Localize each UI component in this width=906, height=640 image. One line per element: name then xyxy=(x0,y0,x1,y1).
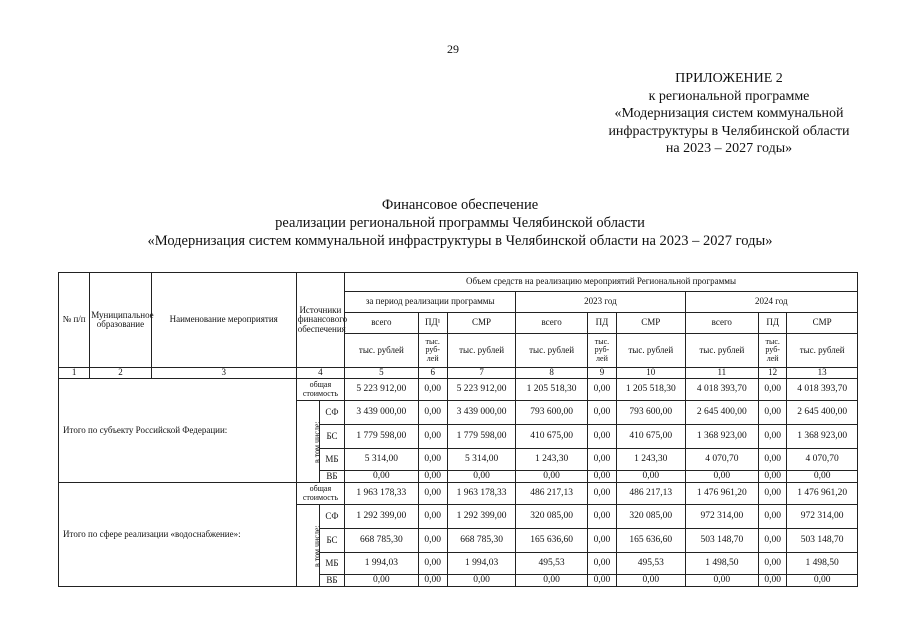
header-year-2024: 2024 год xyxy=(685,292,857,313)
header-period-total: за период реализации программы xyxy=(345,292,516,313)
value-cell: 668 785,30 xyxy=(345,529,419,553)
column-number: 4 xyxy=(296,368,344,379)
value-cell: 0,00 xyxy=(759,505,787,529)
value-cell: 1 243,30 xyxy=(617,449,686,471)
header-measure: Наименование мероприятия xyxy=(151,273,296,368)
value-cell: 0,00 xyxy=(447,471,516,483)
value-cell: 0,00 xyxy=(418,483,447,505)
header-municipality: Муниципальное образование xyxy=(90,273,151,368)
header-smr: СМР xyxy=(447,313,516,334)
column-number: 11 xyxy=(685,368,759,379)
header-volume: Объем средств на реализацию мероприятий Региональной программы xyxy=(345,273,858,292)
header-all: всего xyxy=(516,313,588,334)
header-year-2023: 2023 год xyxy=(516,292,685,313)
header-pd: ПД¹ xyxy=(418,313,447,334)
value-cell: 2 645 400,00 xyxy=(685,401,759,425)
in-that-number-label: в том числе: xyxy=(296,505,319,587)
value-cell: 320 085,00 xyxy=(516,505,588,529)
header-unit: тыс. рублей xyxy=(685,334,759,368)
value-cell: 1 963 178,33 xyxy=(345,483,419,505)
value-cell: 0,00 xyxy=(345,575,419,587)
value-cell: 1 963 178,33 xyxy=(447,483,516,505)
value-cell: 793 600,00 xyxy=(617,401,686,425)
value-cell: 1 292 399,00 xyxy=(447,505,516,529)
source-code: СФ xyxy=(319,505,344,529)
value-cell: 0,00 xyxy=(587,553,616,575)
appendix-line: ПРИЛОЖЕНИЕ 2 xyxy=(675,71,783,86)
header-pd: ПД xyxy=(587,313,616,334)
header-pd: ПД xyxy=(759,313,787,334)
value-cell: 0,00 xyxy=(759,575,787,587)
value-cell: 0,00 xyxy=(759,529,787,553)
header-unit: тыс. рублей xyxy=(345,334,419,368)
value-cell: 165 636,60 xyxy=(516,529,588,553)
column-number: 2 xyxy=(90,368,151,379)
value-cell: 165 636,60 xyxy=(617,529,686,553)
value-cell: 4 018 393,70 xyxy=(787,379,858,401)
value-cell: 0,00 xyxy=(516,575,588,587)
value-cell: 0,00 xyxy=(418,553,447,575)
value-cell: 4 018 393,70 xyxy=(685,379,759,401)
value-cell: 0,00 xyxy=(787,471,858,483)
appendix-line: «Модернизация систем коммунальной xyxy=(614,106,844,121)
value-cell: 2 645 400,00 xyxy=(787,401,858,425)
value-cell: 1 498,50 xyxy=(685,553,759,575)
header-unit: тыс. рублей xyxy=(516,334,588,368)
value-cell: 0,00 xyxy=(759,483,787,505)
value-cell: 4 070,70 xyxy=(685,449,759,471)
source-code: СФ xyxy=(319,401,344,425)
value-cell: 5 314,00 xyxy=(345,449,419,471)
column-number: 8 xyxy=(516,368,588,379)
value-cell: 0,00 xyxy=(759,553,787,575)
value-cell: 0,00 xyxy=(587,471,616,483)
value-cell: 5 314,00 xyxy=(447,449,516,471)
value-cell: 503 148,70 xyxy=(787,529,858,553)
value-cell: 3 439 000,00 xyxy=(345,401,419,425)
value-cell: 0,00 xyxy=(587,483,616,505)
heading-line: реализации региональной программы Челябинской области xyxy=(275,215,645,231)
value-cell: 410 675,00 xyxy=(516,425,588,449)
value-cell: 972 314,00 xyxy=(787,505,858,529)
header-source: Источники финансового обеспечения xyxy=(296,273,344,368)
value-cell: 1 243,30 xyxy=(516,449,588,471)
value-cell: 410 675,00 xyxy=(617,425,686,449)
header-unit-short: тыс. руб-лей xyxy=(759,334,787,368)
value-cell: 0,00 xyxy=(759,379,787,401)
group-title: Итого по субъекту Российской Федерации: xyxy=(59,379,297,483)
value-cell: 1 476 961,20 xyxy=(685,483,759,505)
source-code: БС xyxy=(319,425,344,449)
total-cost-label: общая стоимость xyxy=(296,483,344,505)
value-cell: 0,00 xyxy=(617,575,686,587)
value-cell: 0,00 xyxy=(587,425,616,449)
source-code: ВБ xyxy=(319,471,344,483)
value-cell: 0,00 xyxy=(587,505,616,529)
value-cell: 0,00 xyxy=(759,471,787,483)
appendix-line: к региональной программе xyxy=(648,88,810,104)
value-cell: 0,00 xyxy=(587,401,616,425)
value-cell: 1 779 598,00 xyxy=(345,425,419,449)
header-unit: тыс. рублей xyxy=(447,334,516,368)
column-number: 6 xyxy=(418,368,447,379)
value-cell: 972 314,00 xyxy=(685,505,759,529)
header-unit-short: тыс. руб-лей xyxy=(587,334,616,368)
value-cell: 0,00 xyxy=(345,471,419,483)
document-heading xyxy=(60,196,860,250)
value-cell: 0,00 xyxy=(418,401,447,425)
value-cell: 668 785,30 xyxy=(447,529,516,553)
header-unit-short: тыс. руб-лей xyxy=(418,334,447,368)
value-cell: 1 498,50 xyxy=(787,553,858,575)
appendix-header xyxy=(586,70,872,158)
heading-line: «Модернизация систем коммунальной инфраструктуры в Челябинской области на 2023 – 2027 годы» xyxy=(147,233,773,249)
source-code: МБ xyxy=(319,449,344,471)
column-number: 10 xyxy=(617,368,686,379)
heading-line: Финансовое обеспечение xyxy=(381,197,539,213)
value-cell: 486 217,13 xyxy=(617,483,686,505)
value-cell: 0,00 xyxy=(418,505,447,529)
value-cell: 0,00 xyxy=(759,449,787,471)
value-cell: 0,00 xyxy=(447,575,516,587)
value-cell: 0,00 xyxy=(418,449,447,471)
value-cell: 793 600,00 xyxy=(516,401,588,425)
column-number: 12 xyxy=(759,368,787,379)
group-title: Итого по сфере реализации «водоснабжение»: xyxy=(59,483,297,587)
financing-table xyxy=(58,272,858,587)
value-cell: 0,00 xyxy=(587,449,616,471)
column-number: 9 xyxy=(587,368,616,379)
value-cell: 0,00 xyxy=(516,471,588,483)
page-number: 29 xyxy=(447,42,459,56)
appendix-line: инфраструктуры в Челябинской области xyxy=(608,123,850,139)
in-that-number-label: в том числе: xyxy=(296,401,319,483)
value-cell: 1 368 923,00 xyxy=(685,425,759,449)
value-cell: 495,53 xyxy=(516,553,588,575)
value-cell: 0,00 xyxy=(685,471,759,483)
value-cell: 503 148,70 xyxy=(685,529,759,553)
source-code: ВБ xyxy=(319,575,344,587)
column-number: 13 xyxy=(787,368,858,379)
value-cell: 0,00 xyxy=(685,575,759,587)
header-all: всего xyxy=(345,313,419,334)
header-unit: тыс. рублей xyxy=(787,334,858,368)
header-num: № п/п xyxy=(59,273,90,368)
table-row-total xyxy=(59,483,858,505)
column-number: 3 xyxy=(151,368,296,379)
value-cell: 320 085,00 xyxy=(617,505,686,529)
header-smr: СМР xyxy=(787,313,858,334)
value-cell: 0,00 xyxy=(587,379,616,401)
value-cell: 0,00 xyxy=(759,425,787,449)
value-cell: 0,00 xyxy=(418,425,447,449)
value-cell: 1 292 399,00 xyxy=(345,505,419,529)
column-number: 1 xyxy=(59,368,90,379)
value-cell: 1 368 923,00 xyxy=(787,425,858,449)
column-number: 5 xyxy=(345,368,419,379)
value-cell: 495,53 xyxy=(617,553,686,575)
value-cell: 0,00 xyxy=(759,401,787,425)
value-cell: 0,00 xyxy=(418,529,447,553)
source-code: МБ xyxy=(319,553,344,575)
value-cell: 1 994,03 xyxy=(345,553,419,575)
header-smr: СМР xyxy=(617,313,686,334)
value-cell: 5 223 912,00 xyxy=(345,379,419,401)
column-number: 7 xyxy=(447,368,516,379)
value-cell: 1 205 518,30 xyxy=(516,379,588,401)
source-code: БС xyxy=(319,529,344,553)
value-cell: 486 217,13 xyxy=(516,483,588,505)
table-row-total xyxy=(59,379,858,401)
value-cell: 5 223 912,00 xyxy=(447,379,516,401)
header-all: всего xyxy=(685,313,759,334)
value-cell: 0,00 xyxy=(418,379,447,401)
value-cell: 0,00 xyxy=(787,575,858,587)
value-cell: 1 476 961,20 xyxy=(787,483,858,505)
value-cell: 0,00 xyxy=(587,575,616,587)
value-cell: 0,00 xyxy=(617,471,686,483)
value-cell: 0,00 xyxy=(587,529,616,553)
appendix-line: на 2023 – 2027 годы» xyxy=(665,141,793,156)
value-cell: 1 994,03 xyxy=(447,553,516,575)
value-cell: 1 205 518,30 xyxy=(617,379,686,401)
value-cell: 1 779 598,00 xyxy=(447,425,516,449)
value-cell: 0,00 xyxy=(418,471,447,483)
value-cell: 4 070,70 xyxy=(787,449,858,471)
value-cell: 0,00 xyxy=(418,575,447,587)
total-cost-label: общая стоимость xyxy=(296,379,344,401)
header-unit: тыс. рублей xyxy=(617,334,686,368)
value-cell: 3 439 000,00 xyxy=(447,401,516,425)
